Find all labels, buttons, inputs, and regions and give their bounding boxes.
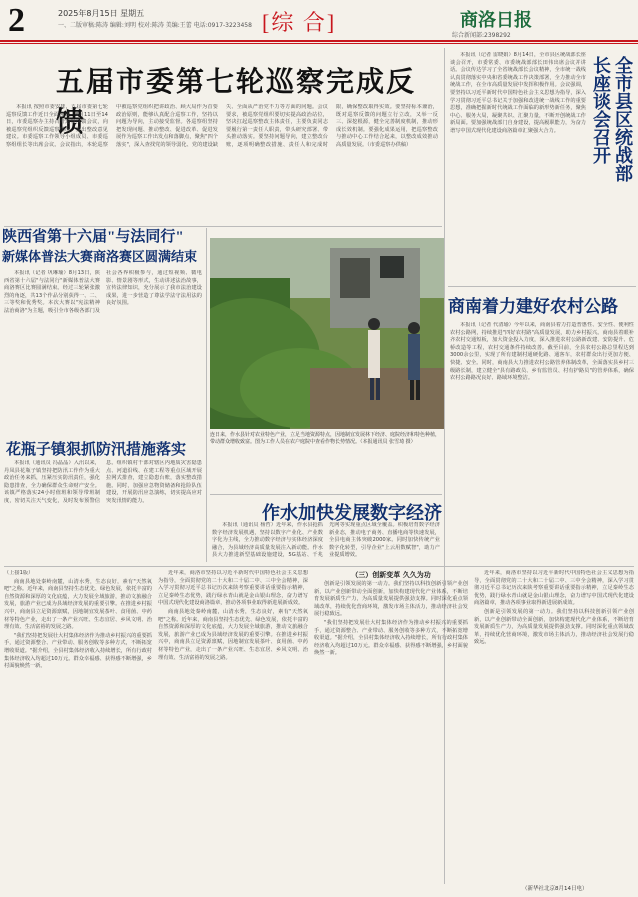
main-article-text: 本报讯 按照市委安排，五届市委第七轮巡察反馈工作近日全面完成。8月11日至14日，市委巡察办主持召开巡察反馈会议，向被巡察党组织反馈巡察情况，提出整改意见建议。市委巡察工作领导小组成员、市委巡察组组长等出席会议。会议指出，本轮巡察中被巡察党组织把讲政治、顾大局作为首要政治原则，能够认真配合巡察工作，坚持以问题为导向，主动接受监督。各巡察组坚持把发现问题、推动整改、促进改革、促进发展作为巡察工作出发点和落脚点，聚焦"四个落实"，深入查找党的领导弱化、党的建设缺失、全面从严治党不力等方面的问题。会议要求，被巡察党组织要切实提高政治站位，坚决扛起巡察整改主体责任，主要负责同志要履行第一责任人职责，带头研究部署、带头推动落实。要坚持问题导向，建立整改台账，逐项明确整改措施、责任人和完成时限，确保整改取得实效。要坚持标本兼治，既对巡察反馈的问题立行立改，又举一反三、深挖根源，健全完善制度机制，推动形成长效机制。要强化成果运用，把巡察整改与推动中心工作结合起来，以整改成效推动高质量发展。（市委巡察办供稿）: [6, 104, 438, 148]
digital-economy-text: 本报讯（通讯员 杨哲）近年来，作水县抢抓数字经济发展机遇，坚持以数字产业化、产业数字化为主线，全力推动数字经济与实体经济深度融合，为县域经济高质量发展注入新动能。作水县大力推进新型基础设施建设，5G基站、千兆光网等实现重点区域全覆盖。积极培育数字经济新业态，推动电子商务、直播电商等快速发展，全县电商主体突破2000家。同时加快传统产业数字化转型，引导企业"上云用数赋智"，助力产业提质增效。: [212, 522, 440, 559]
flood-headline: 花瓶子镇狠抓防汛措施落实: [6, 442, 187, 458]
feature-text-2b: "我们坚持把发展壮大村集体经济作为推动乡村振兴的重要抓手，通过资源整合、产业带动、服务创收等多种方式，不断拓宽增收渠道。"据介绍，全县村集体经济收入持续增长，所有行政村集体经济收入均超过10万元。群众幸福感、获得感不断增强，乡村面貌焕然一新。: [314, 619, 468, 657]
divider: [448, 286, 636, 287]
photo-illustration: [210, 238, 444, 429]
divider: [4, 566, 634, 567]
united-front-headline-2: 长座谈会召开: [591, 56, 611, 164]
rural-roads-body: [450, 322, 634, 540]
rural-roads-headline: 商南着力建好农村公路: [448, 297, 618, 316]
flood-text: 本报讯（通讯员 冯晶晶）入汛以来，丹凤县花瓶子镇坚持把防汛工作作为重大政治任务来抓，压紧压实防汛责任，强化隐患排查，全力确保群众生命财产安全。该镇严格落实24小时值班和领导带班制度，密切关注天气变化，及时发布预警信息。组织镇村干部对辖区内地质灾害隐患点、河道沿线、在建工程等重点区域开展拉网式排查，建立隐患台账，落实整改措施。同时，加强应急物资储备和抢险队伍建设，开展防汛应急演练，切实提高应对突发汛情的能力。: [4, 460, 202, 504]
header-right-info: 综合新闻部:2398292: [452, 32, 511, 39]
editor-info: 一、二版审稿:陈涛 编辑:刘明 校对:陈涛 美编:王蕾 电话:0917-3223458: [58, 22, 252, 29]
united-front-body: [450, 52, 586, 284]
digital-economy-headline: 作水加快发展数字经济: [262, 503, 442, 523]
feature-column-1: [4, 570, 152, 882]
news-photo: [210, 238, 444, 429]
feature-text-1b: 商南县地处秦岭南麓，山清水秀，生态良好，素有"天然氧吧"之称。近年来，商南县坚持生态优先、绿色发展，依托丰富的自然资源和深厚的文化底蕴，大力发展全域旅游，推动文旅融合发展，旅游产业已成为县域经济发展的重要引擎。在推进乡村振兴中，商南县立足资源禀赋，因地制宜发展茶叶、食用菌、中药材等特色产业，走出了一条产业兴旺、生态宜居、乡风文明、治理有效、生活富裕的发展之路。: [158, 608, 308, 661]
main-article-body: [6, 104, 438, 224]
divider: [210, 494, 442, 495]
law-contest-body: [4, 270, 202, 430]
rural-roads-text: 本报讯（记者 代清瑜）今年以来，商南县着力打造普惠性、安全性、便利性农村公路网，持续推进"四好农村路"高质量发展，助力乡村振兴。商南县着眼补齐农村交通短板，加大资金投入力度，深入推进农村公路新改建、安防提升、危桥改造等工程，农村交通条件持续改善。截至目前，全县农村公路总里程达到3000余公里，实现了所有建制村通硬化路、通客车，农村群众出行更加方便、快捷、安全。同时，商南县大力推进农村公路管养体制改革，全面落实县乡村三级路长制，建立健全"县有路政员、乡有监管员、村有护路员"的管养体系，确保农村公路路况良好、路域环境整洁。: [450, 322, 634, 382]
law-contest-text: 本报讯（记者 巩琳瑜）8月13日，陕西省第十六届"与法同行"新媒体普法大赛商洛赛区比赛圆满结束。经过三轮紧张激烈的角逐，共13个作品分别获得一、二、三等奖和优秀奖。本次大赛以"宪法精神 法治商洛"为主题，吸引全市各级各部门及社会各界积极参与，通过短视频、微电影、情景剧等形式，生动讲述法治故事，宣传法律知识，充分展示了我市法治建设成果，进一步营造了尊法学法守法用法的良好氛围。: [4, 270, 202, 314]
header-rule-thin: [0, 43, 638, 44]
feature-subhead: （三）创新变革 久久为功: [351, 571, 431, 579]
divider: [4, 226, 442, 227]
feature-text-3: 近年来，商洛市坚持以习近平新时代中国特色社会主义思想为指导，全面贯彻党的二十大和二十届二中、三中全会精神，深入学习贯彻习近平总书记历次来陕考察重要讲话重要指示精神，立足秦岭生态优势，践行绿水青山就是金山银山理念，奋力谱写中国式现代化建设商洛篇章，推动各项事业取得新进展新成效。: [158, 570, 308, 607]
section-title: [262, 6, 336, 37]
header-rule: [0, 40, 638, 42]
feature-column-2: [158, 570, 308, 882]
feature-text-1: 商南县地处秦岭南麓，山清水秀，生态良好，素有"天然氧吧"之称。近年来，商南县坚持生态优先、绿色发展，依托丰富的自然资源和深厚的文化底蕴，大力发展全域旅游，推动文旅融合发展，旅游产业已成为县域经济发展的重要引擎。在推进乡村振兴中，商南县立足资源禀赋，因地制宜发展茶叶、食用菌、中药材等特色产业，走出了一条产业兴旺、生态宜居、乡风文明、治理有效、生活富裕的发展之路。: [4, 578, 152, 631]
footer-source: （新华社北京8月14日电）: [522, 886, 588, 892]
feature-text-3b: 近年来，商洛市坚持以习近平新时代中国特色社会主义思想为指导，全面贯彻党的二十大和二十届二中、三中全会精神，深入学习贯彻习近平总书记历次来陕考察重要讲话重要指示精神，立足秦岭生态优势，践行绿水青山就是金山银山理念，奋力谱写中国式现代化建设商洛篇章，推动各项事业取得新进展新成效。: [474, 570, 634, 607]
feature-text-4b: 创新是引领发展的第一动力。我们坚持以科技创新引领产业创新，以产业创新带动全面创新，加快构建现代化产业体系，不断培育发展新质生产力，为高质量发展提供强劲支撑。同时深化重点领域改革，持续优化营商环境，激发市场主体活力，推动经济社会发展行稳致远。: [474, 608, 634, 646]
newspaper-masthead: 商洛日报: [460, 10, 532, 30]
page-number: 2: [8, 2, 25, 39]
feature-dateline: （上接1版）: [4, 570, 34, 576]
law-contest-headline: [2, 228, 198, 266]
united-front-text: 本报讯（记者 雷晓娟）8月14日，全市县区统战部长座谈会召开，市委常委、市委统战部部长田伟出席会议并讲话。会议传达学习了全省统战部长会议精神，全市统一战线认真贯彻落实中央和省委统战工作决策部署，全力推动全市统战工作，在全市高质量发展中发挥积极作用。会议强调，要坚持以习近平新时代中国特色社会主义思想为指导，深入学习贯彻习近平总书记关于加强和改进统一战线工作的重要思想，准确把握新时代统战工作面临的新形势新任务，聚焦中心、服务大局，凝聚共识、汇聚力量，不断开创统战工作新局面。要加强统战部门自身建设，提高履职能力，为奋力谱写中国式现代化建设商洛篇章汇聚强大合力。: [450, 52, 586, 134]
divider: [206, 228, 207, 562]
issue-date: 2025年8月15日 星期五: [58, 9, 145, 18]
main-headline: 五届市委第七轮巡察完成反馈: [56, 67, 417, 138]
section-label: 综 合: [271, 10, 327, 35]
section-bracket-right: ]: [326, 10, 337, 35]
photo-caption: 连日来，作水县针对农业特色产业，立足当地资源特点，因地制宜发展林下经济、庭院经济和特色种植，带动群众增收致富。图为工作人员在农户庭院中查看作物长势情况。（本报通讯员 张雪琦 摄）: [210, 432, 441, 445]
law-contest-headline-line1: 陕西省第十六届"与法同行": [2, 229, 184, 245]
section-bracket-left: [: [262, 10, 272, 35]
feature-text-4: 创新是引领发展的第一动力。我们坚持以科技创新引领产业创新，以产业创新带动全面创新，加快构建现代化产业体系，不断培育发展新质生产力，为高质量发展提供强劲支撑。同时深化重点领域改革，持续优化营商环境，激发市场主体活力，推动经济社会发展行稳致远。: [314, 581, 468, 618]
digital-economy-body: [212, 522, 440, 562]
united-front-headline-1: 全市县区统战部: [613, 56, 633, 182]
feature-column-4: [474, 570, 634, 882]
law-contest-headline-line2: 新媒体普法大赛商洛赛区圆满结束: [2, 249, 198, 264]
flood-body: [4, 460, 202, 562]
feature-column-3: [314, 570, 468, 882]
feature-text-2: "我们坚持把发展壮大村集体经济作为推动乡村振兴的重要抓手，通过资源整合、产业带动、服务创收等多种方式，不断拓宽增收渠道。"据介绍，全县村集体经济收入持续增长，所有行政村集体经济收入均超过10万元。群众幸福感、获得感不断增强，乡村面貌焕然一新。: [4, 632, 152, 670]
